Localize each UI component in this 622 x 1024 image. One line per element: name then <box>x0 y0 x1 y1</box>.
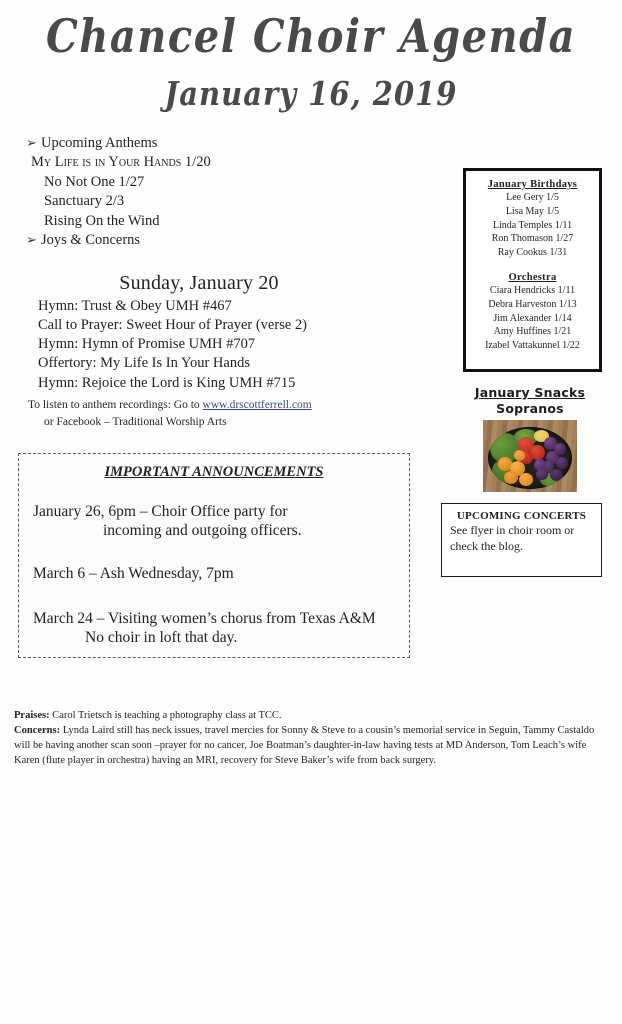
birthday-name: Linda Temples <box>492 219 553 231</box>
listen-line-2: or Facebook – Traditional Worship Arts <box>44 416 227 429</box>
anthem-date: 2/3 <box>105 193 125 210</box>
anthem-date: 1/20 <box>184 154 211 171</box>
birthday-date: 1/31 <box>549 247 568 259</box>
upcoming-anthems-section <box>26 134 356 251</box>
orchestra-date: 1/22 <box>562 340 580 352</box>
orchestra-date: 1/14 <box>553 312 572 324</box>
anthem-row <box>26 192 356 211</box>
birthday-row <box>466 205 599 219</box>
announcement-line-1: March 24 – Visiting women’s chorus from Texas A&M <box>33 609 376 627</box>
anthem-date: 1/27 <box>118 173 145 190</box>
service-order-row: Hymn: Trust & Obey UMH #467 <box>38 298 232 314</box>
sunday-heading: Sunday, January 20 <box>119 272 279 294</box>
birthday-date: 1/27 <box>555 233 574 245</box>
birthday-row <box>466 219 599 233</box>
orchestra-heading: Orchestra <box>508 271 557 283</box>
anthem-row <box>26 212 356 231</box>
snacks-subtitle: Sopranos <box>496 401 564 416</box>
announcement-item <box>33 503 409 541</box>
anthem-title: Rising On the Wind <box>44 212 160 229</box>
concerns-line <box>14 724 598 769</box>
orchestra-name: Ciara Hendricks <box>489 284 556 296</box>
sunday-service-section <box>38 272 378 393</box>
orchestra-birthday-row <box>466 284 599 298</box>
listen-line-1 <box>28 397 388 414</box>
orchestra-birthday-row <box>466 298 599 312</box>
prayers-section <box>14 709 598 769</box>
photo-bowl <box>488 427 572 489</box>
important-announcements-box <box>18 453 410 658</box>
joys-concerns-heading-row <box>26 231 356 250</box>
snacks-title: January Snacks <box>474 385 586 400</box>
announcement-line-2: incoming and outgoing officers. <box>103 521 302 539</box>
listen-instructions <box>28 397 388 432</box>
orchestra-birthday-row <box>466 339 599 353</box>
praises-text: Carol Trietsch is teaching a photography class at TCC. <box>49 710 282 721</box>
orchestra-name: Amy Huffines <box>493 326 552 338</box>
announcement-line-1: January 26, 6pm – Choir Office party for <box>33 503 288 520</box>
anthem-title: Sanctuary <box>44 193 102 210</box>
birthday-date: 1/11 <box>554 219 573 231</box>
service-order-row: Hymn: Rejoice the Lord is King UMH #715 <box>38 374 296 391</box>
announcement-item <box>33 565 409 584</box>
orchestra-name: Izabel Vattakunnel <box>485 340 560 352</box>
birthday-name: Ron Thomason <box>491 233 553 245</box>
anthem-row <box>26 153 356 172</box>
anthem-row <box>26 173 356 192</box>
praises-label: Praises: <box>14 710 50 721</box>
arrow-bullet-icon: ➢ <box>26 135 37 150</box>
photo-orange <box>514 450 525 461</box>
concerts-line-2: check the blog. <box>450 538 523 553</box>
concerns-text: Lynda Laird still has neck issues, travel mercies for Sonny & Steve to a cousin’s memorial service in Seguin, Tammy Castaldo will be having another scan soon –prayer for no cancer, Joe Boatman’s daughter-in-law having tests at MD Anderson, Tom Leach’s wife Karen (flute player in orchestra) having an MRI, recovery for Steve Baker’s wife from back surgery. <box>14 724 595 766</box>
orchestra-date: 1/13 <box>558 298 577 310</box>
january-snacks-section <box>455 385 605 492</box>
concerns-label: Concerns: <box>14 724 61 736</box>
listen-prefix: To listen to anthem recordings: Go to <box>28 399 203 411</box>
birthday-date: 1/5 <box>546 192 559 203</box>
birthday-name: Lee Gery <box>506 192 544 203</box>
announcement-item <box>33 610 409 648</box>
photo-orange <box>519 473 533 486</box>
service-order-row: Offertory: My Life Is In Your Hands <box>38 355 250 372</box>
photo-grape <box>536 469 548 480</box>
service-order-row: Hymn: Hymn of Promise UMH #707 <box>38 336 256 353</box>
birthday-name: Ray Cookus <box>497 247 547 259</box>
photo-grape <box>556 457 568 469</box>
upcoming-anthems-heading-row <box>26 134 356 153</box>
birthday-name: Lisa May <box>505 205 544 217</box>
january-birthdays-box <box>463 168 602 372</box>
praises-line <box>14 709 598 724</box>
orchestra-date: 1/21 <box>553 326 572 338</box>
joys-concerns-heading: Joys & Concerns <box>41 232 141 249</box>
anthem-title: My Life is in Your Hands <box>31 154 182 171</box>
orchestra-birthday-row <box>466 325 599 339</box>
title-block <box>0 9 622 113</box>
concerts-line-1: See flyer in choir room or <box>450 523 575 537</box>
photo-orange <box>504 471 518 484</box>
birthday-row <box>466 191 599 205</box>
orchestra-name: Debra Harveston <box>488 298 557 310</box>
upcoming-anthems-heading: Upcoming Anthems <box>41 135 158 151</box>
upcoming-concerts-box <box>441 503 602 577</box>
photo-grape <box>550 469 563 481</box>
arrow-bullet-icon: ➢ <box>26 232 37 248</box>
fruit-platter-photo <box>483 420 577 492</box>
announcement-line-2: No choir in loft that day. <box>85 628 238 646</box>
orchestra-name: Jim Alexander <box>493 312 552 324</box>
page-title: Chancel Choir Agenda <box>45 9 577 64</box>
anthem-title: No Not One <box>44 173 115 190</box>
birthday-row <box>466 246 599 260</box>
birthdays-heading: January Birthdays <box>487 179 578 190</box>
birthday-date: 1/5 <box>546 205 560 217</box>
concerts-title: UPCOMING CONCERTS <box>456 510 587 522</box>
birthday-row <box>466 232 599 246</box>
service-order-row: Call to Prayer: Sweet Hour of Prayer (verse 2) <box>38 317 307 334</box>
orchestra-date: 1/11 <box>557 284 576 296</box>
announcements-title: IMPORTANT ANNOUNCEMENTS <box>104 464 324 480</box>
announcement-line-1: March 6 – Ash Wednesday, 7pm <box>33 564 234 582</box>
page-date: January 16, 2019 <box>164 74 458 113</box>
orchestra-birthday-row <box>466 312 599 326</box>
recordings-link[interactable]: www.drscottferrell.com <box>202 399 312 411</box>
